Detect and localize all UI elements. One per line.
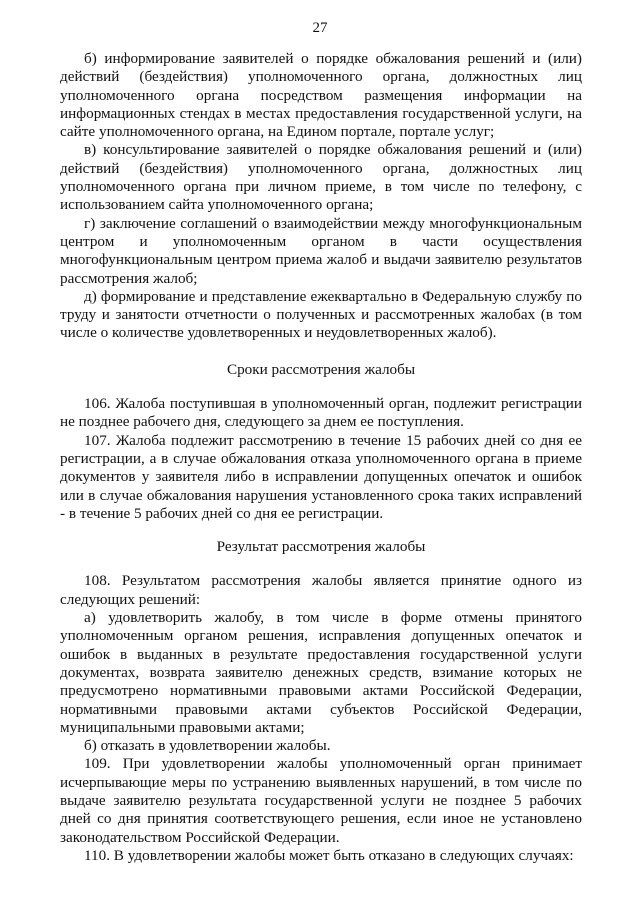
paragraph-108: 108. Результатом рассмотрения жалобы является принятие одного из следующих решений: [60, 572, 582, 608]
paragraph-d-reporting: д) формирование и представление ежеквартально в Федеральную службу по труду и занятости отчетности о полученных и рассмотренных жалобах (в том числе о количестве удовлетворенных и неудовлетворенных жалоб). [60, 287, 582, 342]
paragraph-106: 106. Жалоба поступившая в уполномоченный орган, подлежит регистрации не позднее рабочего дня, следующего за днем ее поступления. [60, 395, 582, 431]
paragraph-107: 107. Жалоба подлежит рассмотрению в течение 15 рабочих дней со дня ее регистрации, а в случае обжалования отказа уполномоченного органа в приеме документов у заявителя либо в исправлении допущенных опечаток и ошибок или в случае обжалования нарушения установленного срока таких исправлений - в течение 5 рабочих дней со дня ее регистрации. [60, 431, 582, 522]
paragraph-110: 110. В удовлетворении жалобы может быть отказано в следующих случаях: [84, 846, 574, 864]
paragraph-109: 109. При удовлетворении жалобы уполномоченный орган принимает исчерпывающие меры по устранению выявленных нарушений, в том числе по выдаче заявителю результата государственной услуги не позднее 5 рабочих дней со дня принятия соответствующего решения, если иное не установлено законодательством Российской Федерации. [60, 755, 582, 846]
section-heading-review-result: Результат рассмотрения жалобы [216, 538, 426, 556]
paragraph-108-a: а) удовлетворить жалобу, в том числе в форме отмены принятого уполномоченным органом решения, исправления допущенных опечаток и ошибок в выданных в результате предоставления государственной услуги документах, возврата заявителю денежных средств, взимание которых не предусмотрено нормативными правовыми актами Российской Федерации, нормативными правовыми актами субъектов Российской Федерации, муниципальными правовыми актами; [60, 609, 582, 736]
paragraph-v-consulting: в) консультирование заявителей о порядке обжалования решений и (или) действий (бездействия) уполномоченного органа, должностных лиц уполномоченного органа при личном приеме, в том числе по телефону, с использованием сайта уполномоченного органа; [60, 141, 582, 214]
paragraph-b-informing: б) информирование заявителей о порядке обжалования решений и (или) действий (бездействия) уполномоченного органа, должностных лиц уполномоченного органа посредством размещения информации на информационных стендах в местах предоставления государственной услуги, на сайте уполномоченного органа, на Едином портале, портале услуг; [60, 50, 582, 141]
page-number: 27 [312, 20, 328, 36]
section-heading-review-terms: Сроки рассмотрения жалобы [226, 360, 416, 378]
document-body [60, 50, 582, 865]
paragraph-108-b: б) отказать в удовлетворении жалобы. [84, 737, 331, 755]
paragraph-g-agreements: г) заключение соглашений о взаимодействии между многофункциональным центром и уполномоченным органом в части осуществления многофункциональным центром приема жалоб и выдачи заявителю результатов рассмотрения жалоб; [60, 214, 582, 287]
